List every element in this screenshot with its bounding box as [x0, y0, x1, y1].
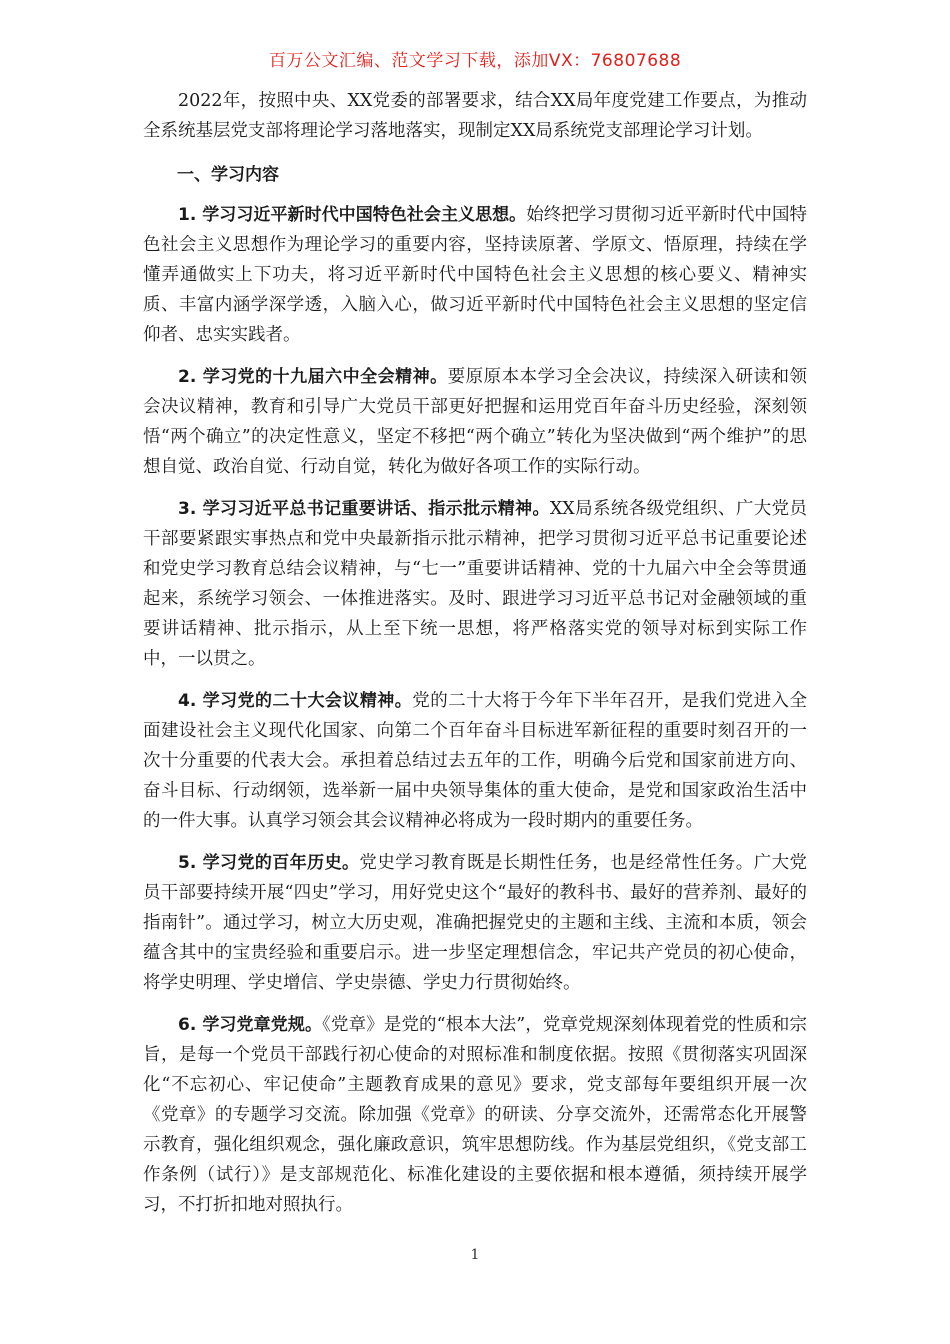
study-item-5 — [143, 848, 807, 998]
watermark-header: 百万公文汇编、范文学习下载，添加VX：76807688 — [268, 51, 682, 71]
section-title: 一、学习内容 — [177, 165, 279, 185]
item-body: 始终把学习贯彻习近平新时代中国特色社会主义思想作为理论学习的重要内容，坚持读原著、学原文、悟原理，持续在学懂弄通做实上下功夫，将习近平新时代中国特色社会主义思想的核心要义、精神实质、丰富内涵学深学透，入脑入心，做习近平新时代中国特色社会主义思想的坚定信仰者、忠实实践者。 — [143, 205, 807, 345]
item-lead: 2. 学习党的十九届六中全会精神。 — [178, 367, 448, 387]
item-body: XX局系统各级党组织、广大党员干部要紧跟实事热点和党中央最新指示批示精神，把学习贯彻习近平总书记重要论述和党史学习教育总结会议精神，与“七一”重要讲话精神、党的十九届六中全会等贯通起来，系统学习领会、一体推进落实。及时、跟进学习习近平总书记对金融领域的重要讲话精神、批示指示，从上至下统一思想，将严格落实党的领导对标到实际工作中，一以贯之。 — [143, 499, 807, 669]
study-item-3 — [143, 494, 807, 674]
item-body: 《党章》是党的“根本大法”，党章党规深刻体现着党的性质和宗旨，是每一个党员干部践行初心使命的对照标准和制度依据。按照《贯彻落实巩固深化“不忘初心、牢记使命”主题教育成果的意见》要求，党支部每年要组织开展一次《党章》的专题学习交流。除加强《党章》的研读、分享交流外，还需常态化开展警示教育，强化组织观念，强化廉政意识，筑牢思想防线。作为基层党组织，《党支部工作条例（试行）》是支部规范化、标准化建设的主要依据和根本遵循，须持续开展学习，不打折扣地对照执行。 — [143, 1015, 807, 1215]
study-item-1 — [143, 200, 807, 350]
item-body: 党史学习教育既是长期性任务，也是经常性任务。广大党员干部要持续开展“四史”学习，用好党史这个“最好的教科书、最好的营养剂、最好的指南针”。通过学习，树立大历史观，准确把握党史的主题和主线、主流和本质，领会蕴含其中的宝贵经验和重要启示。进一步坚定理想信念，牢记共产党员的初心使命，将学史明理、学史增信、学史崇德、学史力行贯彻始终。 — [143, 853, 807, 993]
document-body — [143, 86, 807, 1232]
item-lead: 5. 学习党的百年历史。 — [178, 853, 360, 873]
item-lead: 1. 学习习近平新时代中国特色社会主义思想。 — [178, 205, 527, 225]
item-lead: 3. 学习习近平总书记重要讲话、指示批示精神。 — [178, 499, 550, 519]
item-lead: 4. 学习党的二十大会议精神。 — [178, 691, 413, 711]
item-body: 要原原本本学习全会决议，持续深入研读和领会决议精神，教育和引导广大党员干部更好把握和运用党百年奋斗历史经验，深刻领悟“两个确立”的决定性意义，坚定不移把“两个确立”转化为坚决做到“两个维护”的思想自觉、政治自觉、行动自觉，转化为做好各项工作的实际行动。 — [143, 367, 807, 477]
page-number: 1 — [470, 1247, 480, 1263]
item-lead: 6. 学习党章党规。 — [178, 1015, 323, 1035]
item-body: 党的二十大将于今年下半年召开，是我们党进入全面建设社会主义现代化国家、向第二个百年奋斗目标进军新征程的重要时刻召开的一次十分重要的代表大会。承担着总结过去五年的工作，明确今后党和国家前进方向、奋斗目标、行动纲领，选举新一届中央领导集体的重大使命，是党和国家政治生活中的一件大事。认真学习领会其会议精神必将成为一段时期内的重要任务。 — [143, 691, 807, 831]
study-item-4 — [143, 686, 807, 836]
study-item-6 — [143, 1010, 807, 1220]
intro-paragraph: 2022年，按照中央、XX党委的部署要求，结合XX局年度党建工作要点，为推动全系统基层党支部将理论学习落地落实，现制定XX局系统党支部理论学习计划。 — [143, 91, 807, 141]
study-item-2 — [143, 362, 807, 482]
